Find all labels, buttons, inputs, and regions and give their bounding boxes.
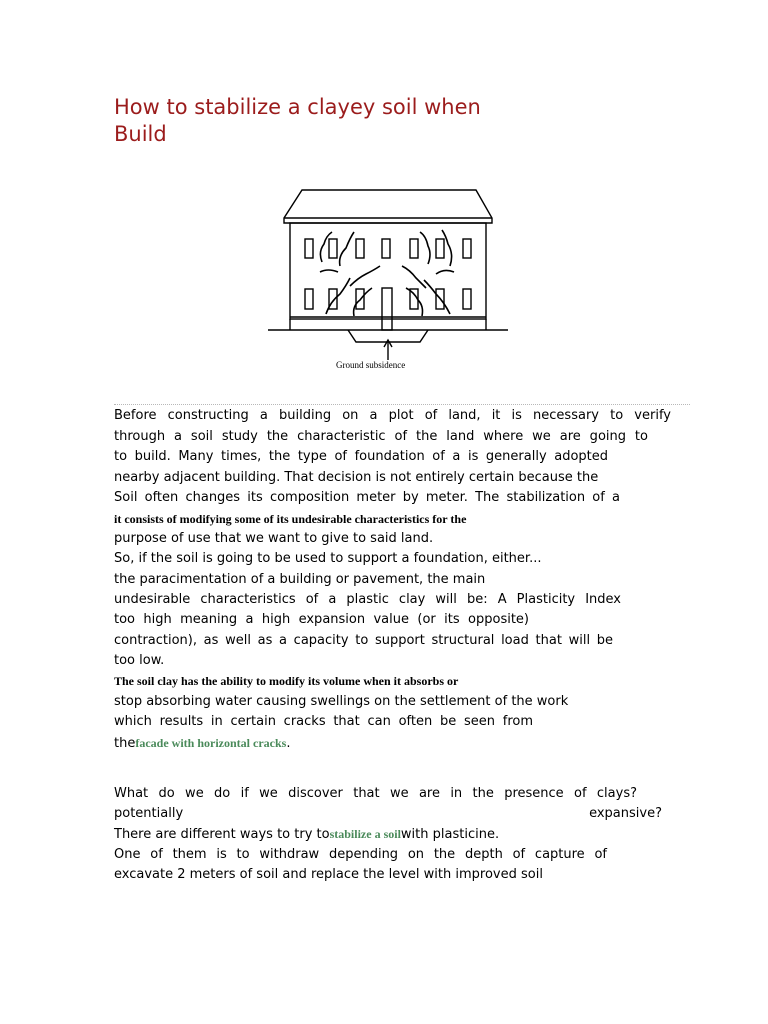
text-segment: the xyxy=(114,736,136,751)
text-line: nearby adjacent building. That decision is not entirely certain because the xyxy=(114,470,599,485)
text-line: stop absorbing water causing swellings on the settlement of the work xyxy=(114,694,569,709)
text-line xyxy=(114,733,648,754)
text-segment: with plasticine. xyxy=(400,827,500,842)
figure-caption: Ground subsidence xyxy=(336,360,406,370)
text-line: the paracimentation of a building or pavement, the main xyxy=(114,572,486,587)
text-line: Soil often changes its composition meter by meter. The stabilization of a xyxy=(114,490,620,505)
text-line: What do we do if we discover that we are in the presence of clays? xyxy=(114,786,637,801)
text-line: contraction), as well as a capacity to support structural load that will be xyxy=(114,633,613,648)
text-segment: . xyxy=(286,736,291,751)
door-shape xyxy=(382,288,392,330)
text-line: too low. xyxy=(114,653,165,668)
crack-lines xyxy=(320,230,454,316)
stabilize-soil-link[interactable]: stabilize a soil xyxy=(329,827,401,841)
text-line: it consists of modifying some of its undesirable characteristics for the xyxy=(114,512,467,526)
section-divider xyxy=(114,404,690,405)
text-line xyxy=(114,824,648,845)
text-line: undesirable characteristics of a plastic clay will be: A Plasticity Index xyxy=(114,592,621,607)
text-line xyxy=(114,804,662,824)
text-line: through a soil study the characteristic of the land where we are going to xyxy=(114,429,648,444)
text-line: which results in certain cracks that can often be seen from xyxy=(114,714,533,729)
building-illustration xyxy=(268,174,508,374)
text-line: Before constructing a building on a plot of land, it is necessary to verify xyxy=(114,408,671,423)
text-segment: potentially xyxy=(114,806,184,821)
building-wall xyxy=(290,223,486,319)
building-cracks-figure xyxy=(268,174,508,374)
facade-cracks-link[interactable]: facade with horizontal cracks xyxy=(135,736,287,750)
text-line: The soil clay has the ability to modify its volume when it absorbs or xyxy=(114,674,459,688)
text-line: purpose of use that we want to give to said land. xyxy=(114,531,434,546)
text-line: excavate 2 meters of soil and replace the level with improved soil xyxy=(114,867,543,882)
text-line: too high meaning a high expansion value (or its opposite) xyxy=(114,612,529,627)
text-line: One of them is to withdraw depending on the depth of capture of xyxy=(114,847,607,862)
text-segment: There are different ways to try to xyxy=(114,827,330,842)
page-title: How to stabilize a clayey soil when Build xyxy=(114,95,481,146)
text-segment: expansive? xyxy=(589,806,662,821)
text-line: So, if the soil is going to be used to support a foundation, either... xyxy=(114,551,542,566)
text-line: to build. Many times, the type of foundation of a is generally adopted xyxy=(114,449,608,464)
